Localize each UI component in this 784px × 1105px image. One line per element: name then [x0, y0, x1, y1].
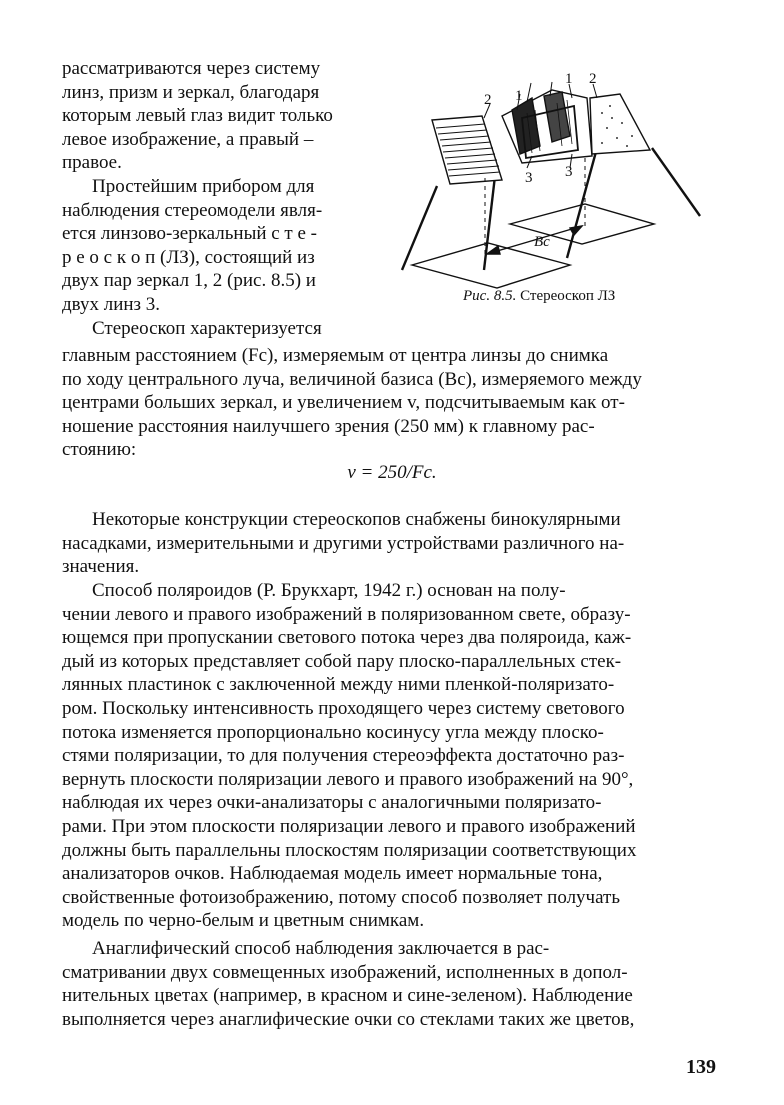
label-mirror-2-right: 2	[589, 71, 597, 87]
text-line: ром. Поскольку интенсивность проходящего через систему светового	[62, 697, 625, 719]
characteristics-start	[62, 317, 362, 341]
text-line: центрами больших зеркал, и увеличением v, подсчитываемым как от-	[62, 392, 625, 414]
stereoscope-figure	[392, 58, 722, 308]
text-line: стями поляризации, то для получения стереоэффекта достаточно раз-	[62, 745, 625, 767]
text-line: Некоторые конструкции стереоскопов снабжены бинокулярными	[92, 509, 621, 530]
text-line: которым левый глаз видит только	[62, 105, 333, 127]
text-line: рами. При этом плоскости поляризации левого и правого изображений	[62, 815, 636, 837]
text-line: стоянию:	[62, 439, 137, 461]
text-line: дый из которых представляет собой пару плоско-параллельных стек-	[62, 650, 622, 672]
caption-number: Рис. 8.5.	[463, 288, 517, 304]
text-line: правое.	[62, 152, 122, 174]
text-line: Простейшим прибором для	[92, 175, 315, 197]
label-lens-3-left: 3	[525, 170, 533, 186]
text-line: линз, призм и зеркал, благодаря	[62, 81, 320, 103]
text-line: по ходу центрального луча, величиной базиса (Bc), измеряемого между	[62, 368, 642, 390]
text-line: наблюдения стереомодели явля-	[62, 199, 323, 221]
text-line: лянных пластинок с заключенной между ними пленкой-поляризато-	[62, 674, 615, 696]
caption-text: Стереоскоп ЛЗ	[520, 288, 616, 304]
text-line: свойственные фотоизображению, потому способ позволяет получать	[62, 886, 621, 908]
label-mirror-1-right: 1	[565, 71, 573, 87]
text-line: вернуть плоскости поляризации левого и правого изображений на 90°,	[62, 768, 634, 790]
anaglyph-paragraph	[62, 937, 722, 1031]
text-line: нительных цветах (например, в красном и сине-зеленом). Наблюдение	[62, 985, 633, 1007]
magnification-formula: v = 250/Fc.	[347, 462, 437, 483]
text-line: двух пар зеркал 1, 2 (рис. 8.5) и	[62, 270, 316, 292]
text-line: чении левого и правого изображений в поляризованном свете, образу-	[62, 603, 631, 625]
label-mirror-1-left: 1	[515, 88, 523, 104]
stereoscope-diagram	[392, 58, 722, 308]
text-line: двух линз 3.	[62, 293, 161, 315]
polaroid-paragraph	[62, 579, 722, 933]
page-number: 139	[686, 1056, 716, 1078]
stereoscope-paragraph	[62, 175, 362, 317]
text-line: анализаторов очков. Наблюдаемая модель имеет нормальные тона,	[62, 863, 603, 885]
right-photo	[510, 204, 654, 244]
text-line: ношение расстояния наилучшего зрения (250 мм) к главному рас-	[62, 415, 595, 437]
label-lens-3-right: 3	[565, 164, 573, 180]
text-line: Стереоскоп характеризуется	[92, 317, 322, 339]
text-line: рассматриваются через систему	[62, 58, 321, 79]
characteristics-paragraph	[62, 344, 722, 462]
text-line: наблюдая их через очки-анализаторы с аналогичными поляризато-	[62, 792, 602, 814]
text-line: ется линзово-зеркальный с т е -	[62, 223, 317, 245]
text-line: Анаглифический способ наблюдения заключается в рас-	[92, 938, 550, 959]
text-line: левое изображение, а правый –	[62, 128, 314, 150]
left-column	[62, 57, 362, 340]
binocular-paragraph	[62, 508, 722, 579]
label-base: Bc	[534, 234, 550, 250]
text-line: должны быть параллельны плоскостям поляризации соответствующих	[62, 839, 637, 861]
label-mirror-2-left: 2	[484, 92, 492, 108]
text-line: ющемся при пропускании светового потока через два поляроида, каж-	[62, 627, 632, 649]
text-line: сматривании двух совмещенных изображений, исполненных в допол-	[62, 961, 628, 983]
intro-paragraph	[62, 57, 362, 175]
text-line: Способ поляроидов (Р. Брукхарт, 1942 г.) основан на полу-	[92, 580, 566, 601]
text-line: модель по черно-белым и цветным снимкам.	[62, 910, 425, 932]
text-line: главным расстоянием (Fc), измеряемым от центра линзы до снимка	[62, 345, 609, 366]
text-line: потока изменяется пропорционально косинусу угла между плоско-	[62, 721, 604, 743]
text-line: насадками, измерительными и другими устройствами различного на-	[62, 532, 625, 554]
figure-caption	[463, 288, 615, 305]
text-line: выполняется через анаглифические очки со стеклами таких же цветов,	[62, 1008, 635, 1030]
text-line: значения.	[62, 556, 140, 578]
text-line: р е о с к о п (ЛЗ), состоящий из	[62, 246, 315, 268]
